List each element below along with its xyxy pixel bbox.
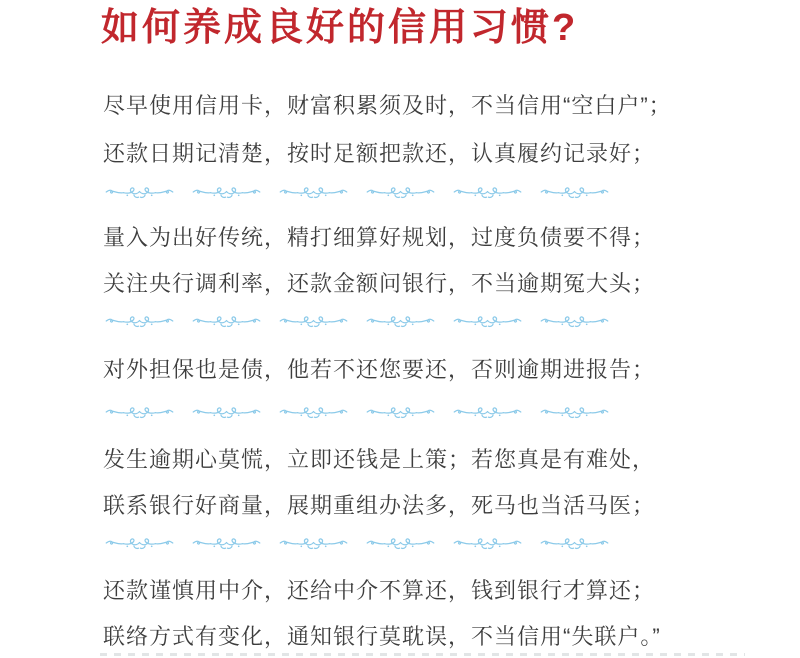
- flourish-swirl-icon: [364, 314, 437, 329]
- flourish-swirl-icon: [103, 314, 176, 329]
- flourish-swirl-icon: [451, 314, 524, 329]
- flourish-divider: [103, 536, 611, 551]
- text-line: 对外担保也是债，他若不还您要还，否则逾期进报告；: [103, 357, 656, 382]
- flourish-swirl-icon: [364, 405, 437, 420]
- text-line: 还款谨慎用中介，还给中介不算还，钱到银行才算还；: [103, 578, 656, 603]
- flourish-swirl-icon: [103, 185, 176, 200]
- flourish-swirl-icon: [364, 185, 437, 200]
- page-title: 如何养成良好的信用习惯?: [101, 7, 579, 49]
- flourish-swirl-icon: [190, 314, 263, 329]
- text-line: 量入为出好传统，精打细算好规划，过度负债要不得；: [103, 225, 656, 250]
- text-line: 关注央行调利率，还款金额问银行，不当逾期冤大头；: [103, 271, 656, 296]
- text-line: 联系银行好商量，展期重组办法多，死马也当活马医；: [103, 493, 656, 518]
- flourish-swirl-icon: [364, 536, 437, 551]
- flourish-swirl-icon: [538, 536, 611, 551]
- flourish-swirl-icon: [190, 536, 263, 551]
- flourish-swirl-icon: [190, 405, 263, 420]
- flourish-swirl-icon: [277, 536, 350, 551]
- text-line: 还款日期记清楚，按时足额把款还，认真履约记录好；: [103, 141, 656, 166]
- flourish-swirl-icon: [451, 536, 524, 551]
- flourish-swirl-icon: [277, 405, 350, 420]
- flourish-swirl-icon: [538, 185, 611, 200]
- text-line: 发生逾期心莫慌，立即还钱是上策；若您真是有难处，: [103, 447, 656, 472]
- flourish-swirl-icon: [538, 314, 611, 329]
- flourish-divider: [103, 185, 611, 200]
- flourish-divider: [103, 314, 611, 329]
- flourish-swirl-icon: [190, 185, 263, 200]
- flourish-swirl-icon: [277, 185, 350, 200]
- flourish-swirl-icon: [103, 536, 176, 551]
- flourish-swirl-icon: [277, 314, 350, 329]
- flourish-swirl-icon: [451, 185, 524, 200]
- text-line: 联络方式有变化，通知银行莫耽误，不当信用“失联户。”: [103, 624, 661, 649]
- flourish-divider: [103, 405, 611, 420]
- cutoff-next-row: [100, 653, 745, 656]
- flourish-swirl-icon: [103, 405, 176, 420]
- flourish-swirl-icon: [451, 405, 524, 420]
- flourish-swirl-icon: [538, 405, 611, 420]
- text-line: 尽早使用信用卡，财富积累须及时，不当信用“空白户”；: [103, 93, 672, 118]
